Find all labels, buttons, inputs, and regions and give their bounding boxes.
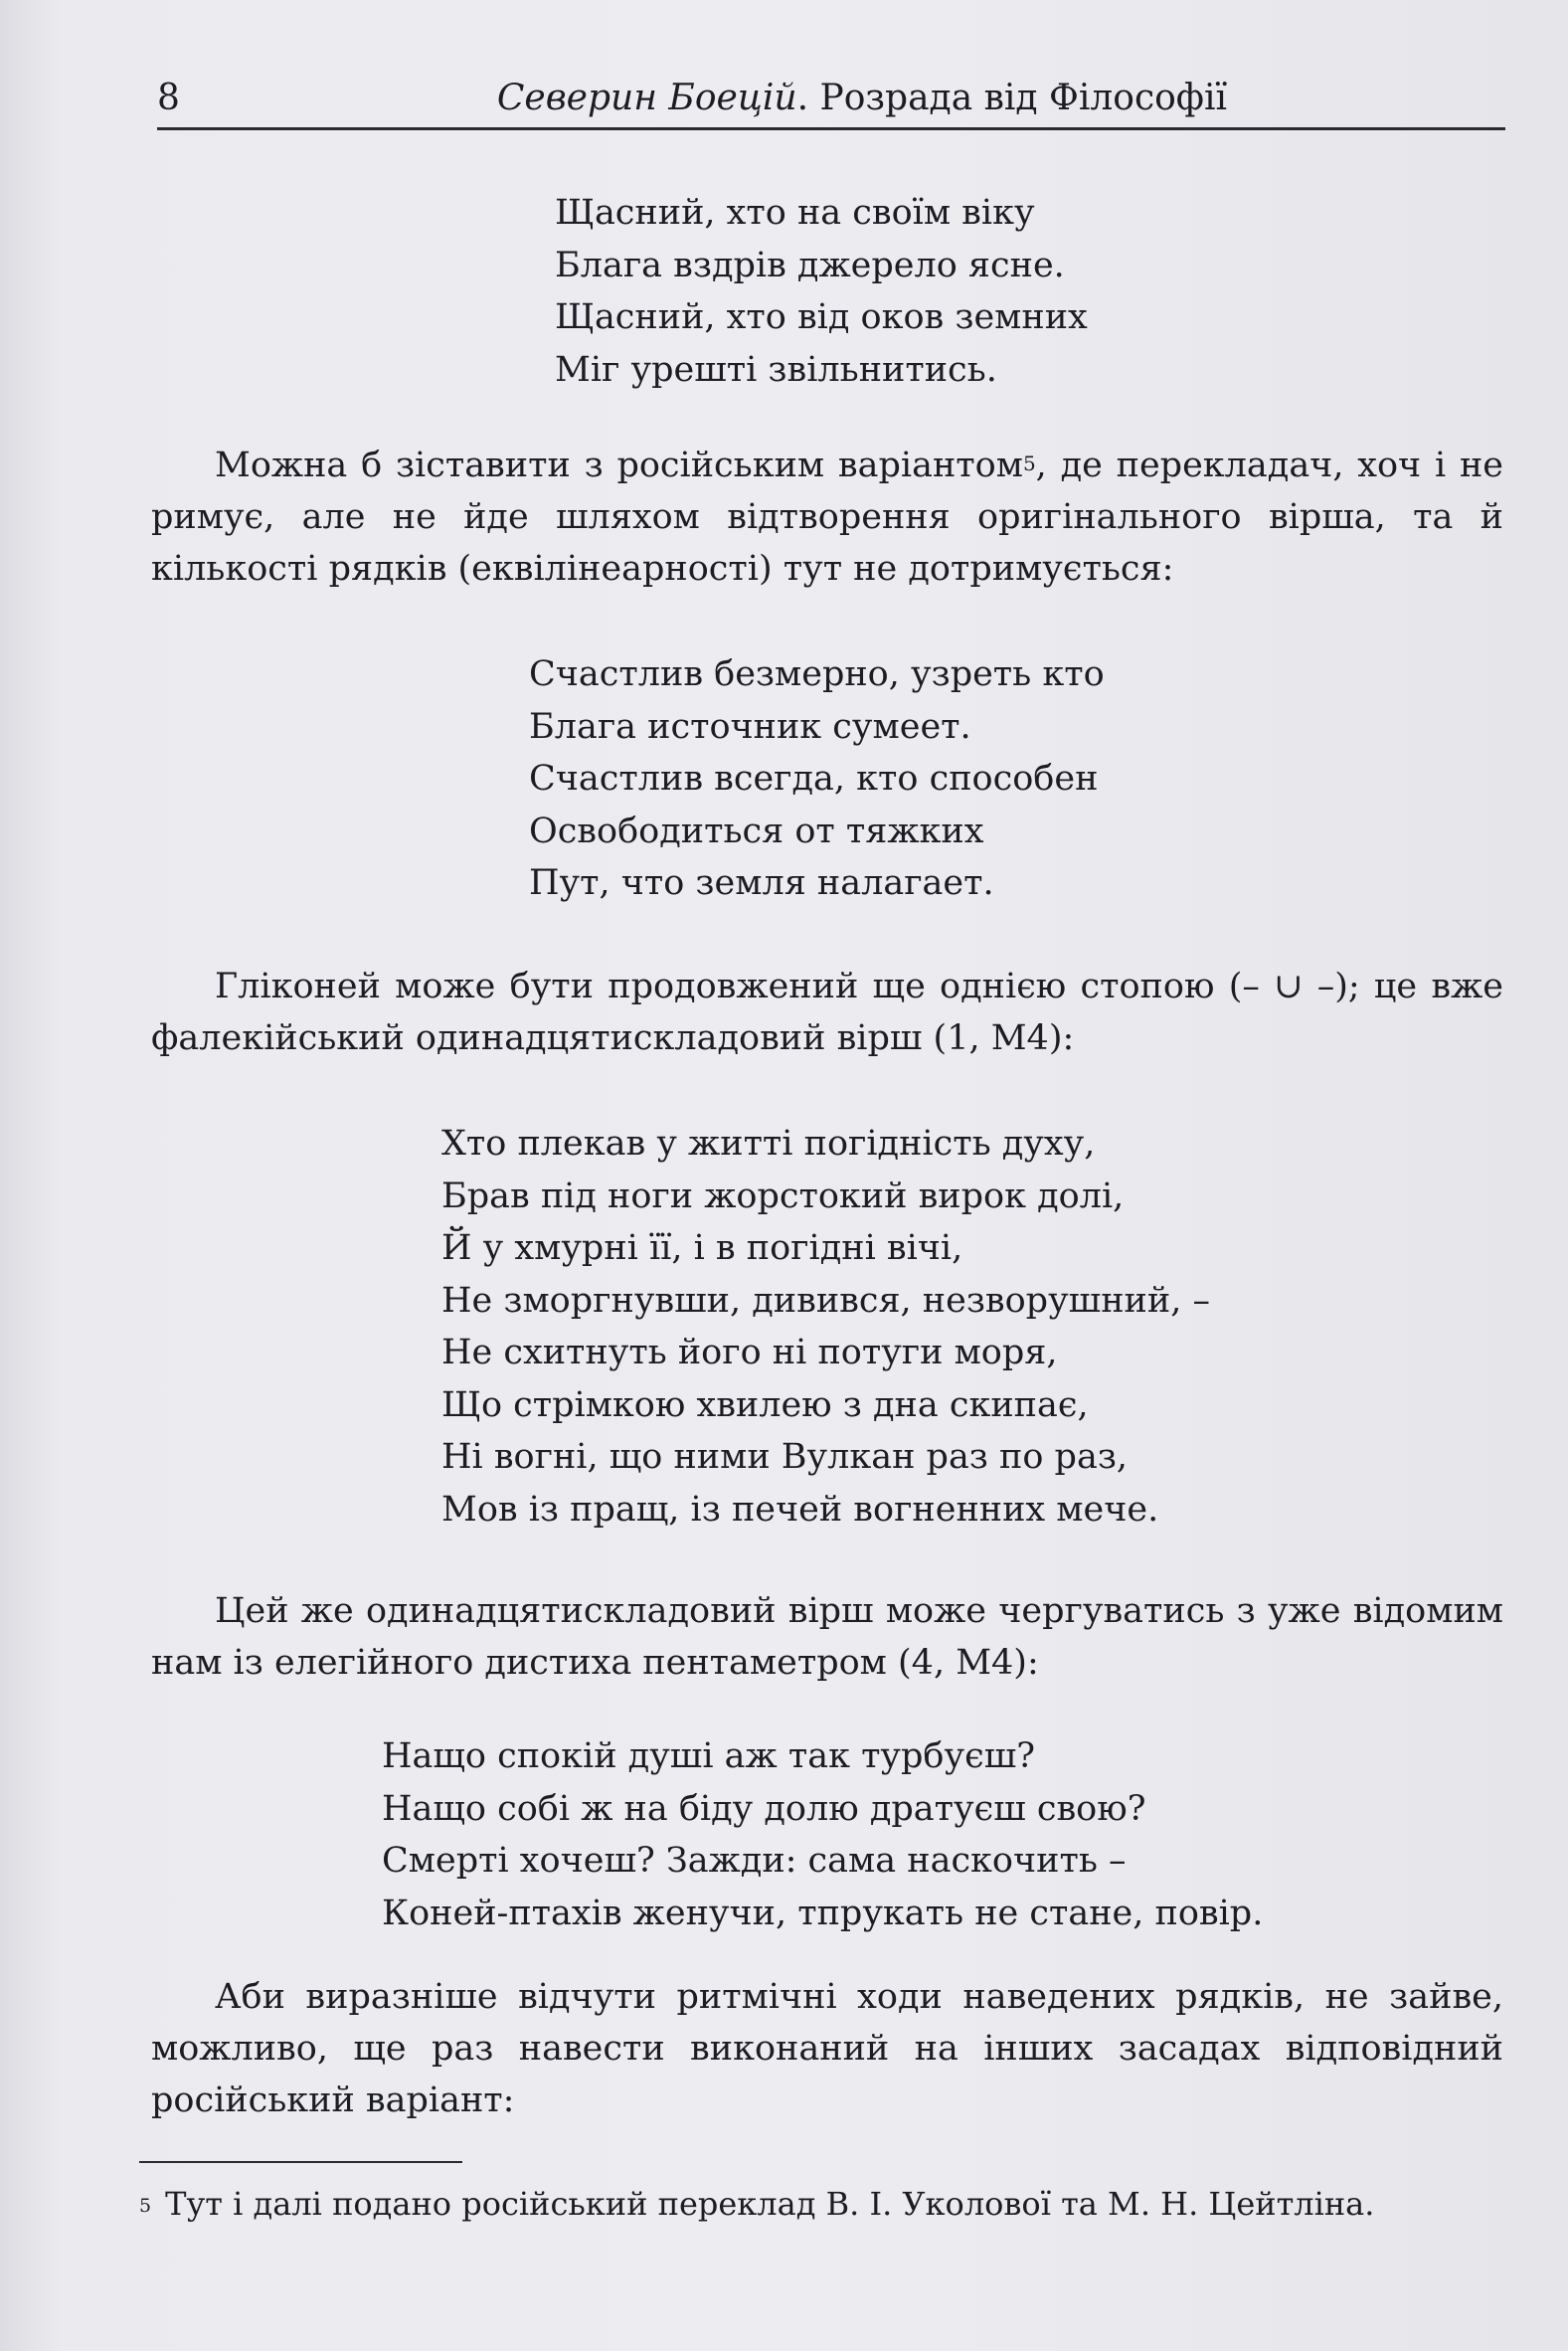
verse-block-2 [529,648,1105,910]
verse-line: Мов із пращ, із печей вогненних мече. [441,1489,1159,1530]
footnote-divider [139,2161,462,2163]
verse-line: Щасний, хто на своїм віку [555,193,1035,233]
verse-line: Освободиться от тяжких [529,811,984,851]
verse-line: Хто плекав у житті погідність духу, [441,1124,1096,1164]
paragraph-1 [151,440,1503,595]
verse-line: Блага вздрів джерело ясне. [555,245,1065,285]
verse-block-3 [441,1118,1210,1536]
verse-line: Й у хмурні її, і в погідні вічі, [441,1228,963,1268]
footnote-text: Тут і далі подано російський переклад В. І. Уколової та М. Н. Цейтліна. [165,2185,1375,2223]
running-title-author: Северин Боецій [496,78,797,118]
verse-block-4 [382,1730,1263,1939]
footnote-mark: 5 [139,2195,152,2217]
paragraph-2: Гліконей може бути продовжений ще однією стопою (– ∪ –); це вже фалекійський одинадцятискладовий вірш (1, М4): [151,967,1503,1058]
verse-line: Не зморгнувши, дивився, незворушний, – [441,1280,1210,1321]
paragraph-4: Аби виразніше відчути ритмічні ходи наведених рядків, не зайве, можливо, ще раз навести виконаний на інших засадах відповідний російський варіант: [151,1977,1503,2120]
verse-line: Счастлив безмерно, узреть кто [529,654,1105,694]
running-title [497,78,1227,118]
verse-line: Нащо собі ж на біду долю дратуєш свою? [382,1788,1146,1829]
verse-line: Пут, что земля налагает. [529,863,994,903]
paragraph-text: Можна б зіставити з російським варіантом [215,446,1023,485]
page-number: 8 [157,78,180,118]
verse-line: Що стрімкою хвилею з дна скипає, [441,1384,1089,1425]
verse-line: Брав під ноги жорстокий вирок долі, [441,1176,1125,1216]
running-title-work: . Розрада від Філософії [796,78,1227,118]
verse-line: Коней-птахів женучи, тпрукать не стане, повір. [382,1893,1264,1933]
verse-line: Блага источник сумеет. [529,706,971,747]
paragraph-text: , де перекладач, хоч і не римує, але не йде шляхом відтворення оригінального вірша, та й кількості рядків (еквілінеарності) тут не дотримується: [151,446,1503,589]
verse-line: Міг урешті звільнитись. [555,349,997,390]
footnote [139,2182,1511,2226]
running-header [157,76,1505,130]
verse-line: Смерті хочеш? Зажди: сама наскочить – [382,1841,1127,1881]
verse-line: Счастлив всегда, кто способен [529,759,1099,799]
verse-line: Ні вогні, що ними Вулкан раз по раз, [441,1437,1129,1477]
verse-line: Нащо спокій душі аж так турбуєш? [382,1736,1036,1776]
footnote-reference: 5 [1022,452,1036,475]
paragraph-3: Цей же одинадцятискладовий вірш може чергуватись з уже відомим нам із елегійного дистиха пентаметром (4, М4): [151,1591,1503,1683]
verse-block-1 [555,187,1088,396]
verse-line: Щасний, хто від оков земних [555,297,1088,337]
verse-line: Не схитнуть його ні потуги моря, [441,1333,1058,1372]
